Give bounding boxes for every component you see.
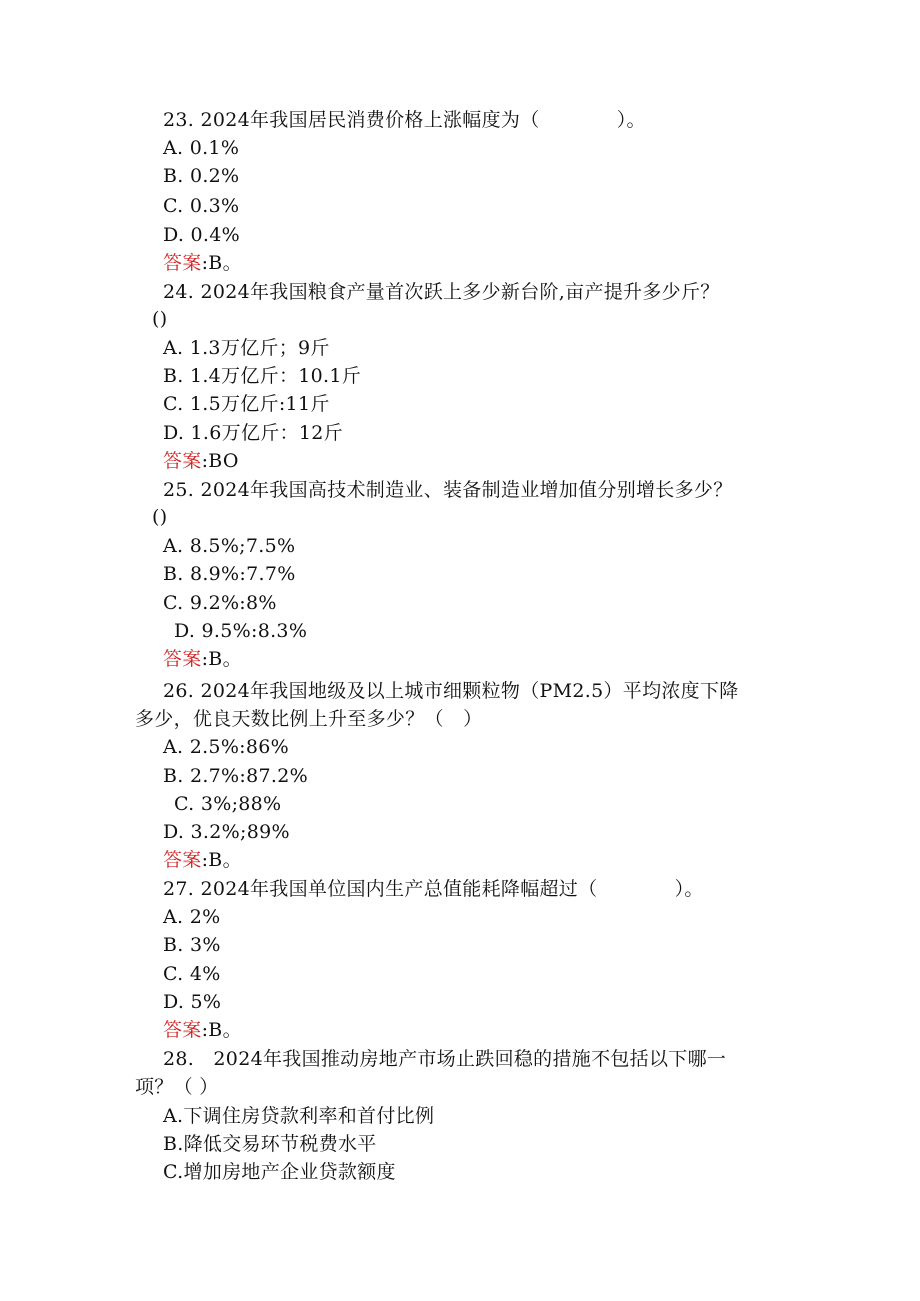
question-25: 25. 2024年我国高技术制造业、装备制造业增加值分别增长多少？ xyxy=(163,479,733,501)
question-24-cont: () xyxy=(152,308,168,330)
option-24-a: A. 1.3万亿斤；9斤 xyxy=(163,337,330,359)
option-24-d: D. 1.6万亿斤：12斤 xyxy=(163,422,343,444)
option-25-a: A. 8.5%;7.5% xyxy=(163,535,296,557)
option-27-c: C. 4% xyxy=(163,963,221,985)
option-27-d: D. 5% xyxy=(163,991,222,1013)
question-26: 26. 2024年我国地级及以上城市细颗粒物（PM2.5）平均浓度下降 xyxy=(163,680,739,702)
option-26-d: D. 3.2%;89% xyxy=(163,821,290,843)
question-25-cont: () xyxy=(152,506,168,528)
option-24-b: B. 1.4万亿斤：10.1斤 xyxy=(163,365,362,387)
option-25-d: D. 9.5%:8.3% xyxy=(174,620,308,642)
option-25-c: C. 9.2%:8% xyxy=(163,592,277,614)
option-25-b: B. 8.9%:7.7% xyxy=(163,563,296,585)
option-24-c: C. 1.5万亿斤:11斤 xyxy=(163,393,330,415)
option-26-c: C. 3%;88% xyxy=(174,793,282,815)
option-27-b: B. 3% xyxy=(163,934,221,956)
answer-value: :BO xyxy=(201,450,239,472)
answer-value: :B。 xyxy=(201,1019,242,1041)
option-28-c: C.增加房地产企业贷款额度 xyxy=(163,1161,396,1183)
option-26-a: A. 2.5%:86% xyxy=(163,736,290,758)
answer-value: :B。 xyxy=(201,849,242,871)
answer-value: :B。 xyxy=(201,252,242,274)
question-26-cont: 多少，优良天数比例上升至多少？（ ） xyxy=(135,708,483,730)
option-23-d: D. 0.4% xyxy=(163,224,241,246)
question-28: 28. 2024年我国推动房地产市场止跌回稳的措施不包括以下哪一 xyxy=(163,1048,727,1070)
question-24: 24. 2024年我国粮食产量首次跃上多少新台阶,亩产提升多少斤？ xyxy=(163,281,720,303)
answer-label: 答案 xyxy=(163,648,202,670)
answer-label: 答案 xyxy=(163,450,202,472)
option-28-a: A.下调住房贷款利率和首付比例 xyxy=(163,1105,435,1127)
question-27: 27. 2024年我国单位国内生产总值能耗降幅超过（ ）。 xyxy=(163,878,704,900)
answer-27 xyxy=(163,1016,242,1044)
answer-label: 答案 xyxy=(163,252,202,274)
question-28-cont: 项？（ ） xyxy=(135,1076,219,1098)
option-23-c: C. 0.3% xyxy=(163,195,240,217)
answer-23 xyxy=(163,249,242,277)
answer-25 xyxy=(163,645,242,673)
answer-value: :B。 xyxy=(201,648,242,670)
option-23-a: A. 0.1% xyxy=(163,137,240,159)
answer-label: 答案 xyxy=(163,849,202,871)
option-23-b: B. 0.2% xyxy=(163,165,240,187)
answer-26 xyxy=(163,846,242,874)
answer-24 xyxy=(163,447,239,475)
answer-label: 答案 xyxy=(163,1019,202,1041)
option-26-b: B. 2.7%:87.2% xyxy=(163,765,308,787)
question-23: 23. 2024年我国居民消费价格上涨幅度为（ ）。 xyxy=(163,109,646,131)
option-27-a: A. 2% xyxy=(163,906,221,928)
option-28-b: B.降低交易环节税费水平 xyxy=(163,1133,377,1155)
